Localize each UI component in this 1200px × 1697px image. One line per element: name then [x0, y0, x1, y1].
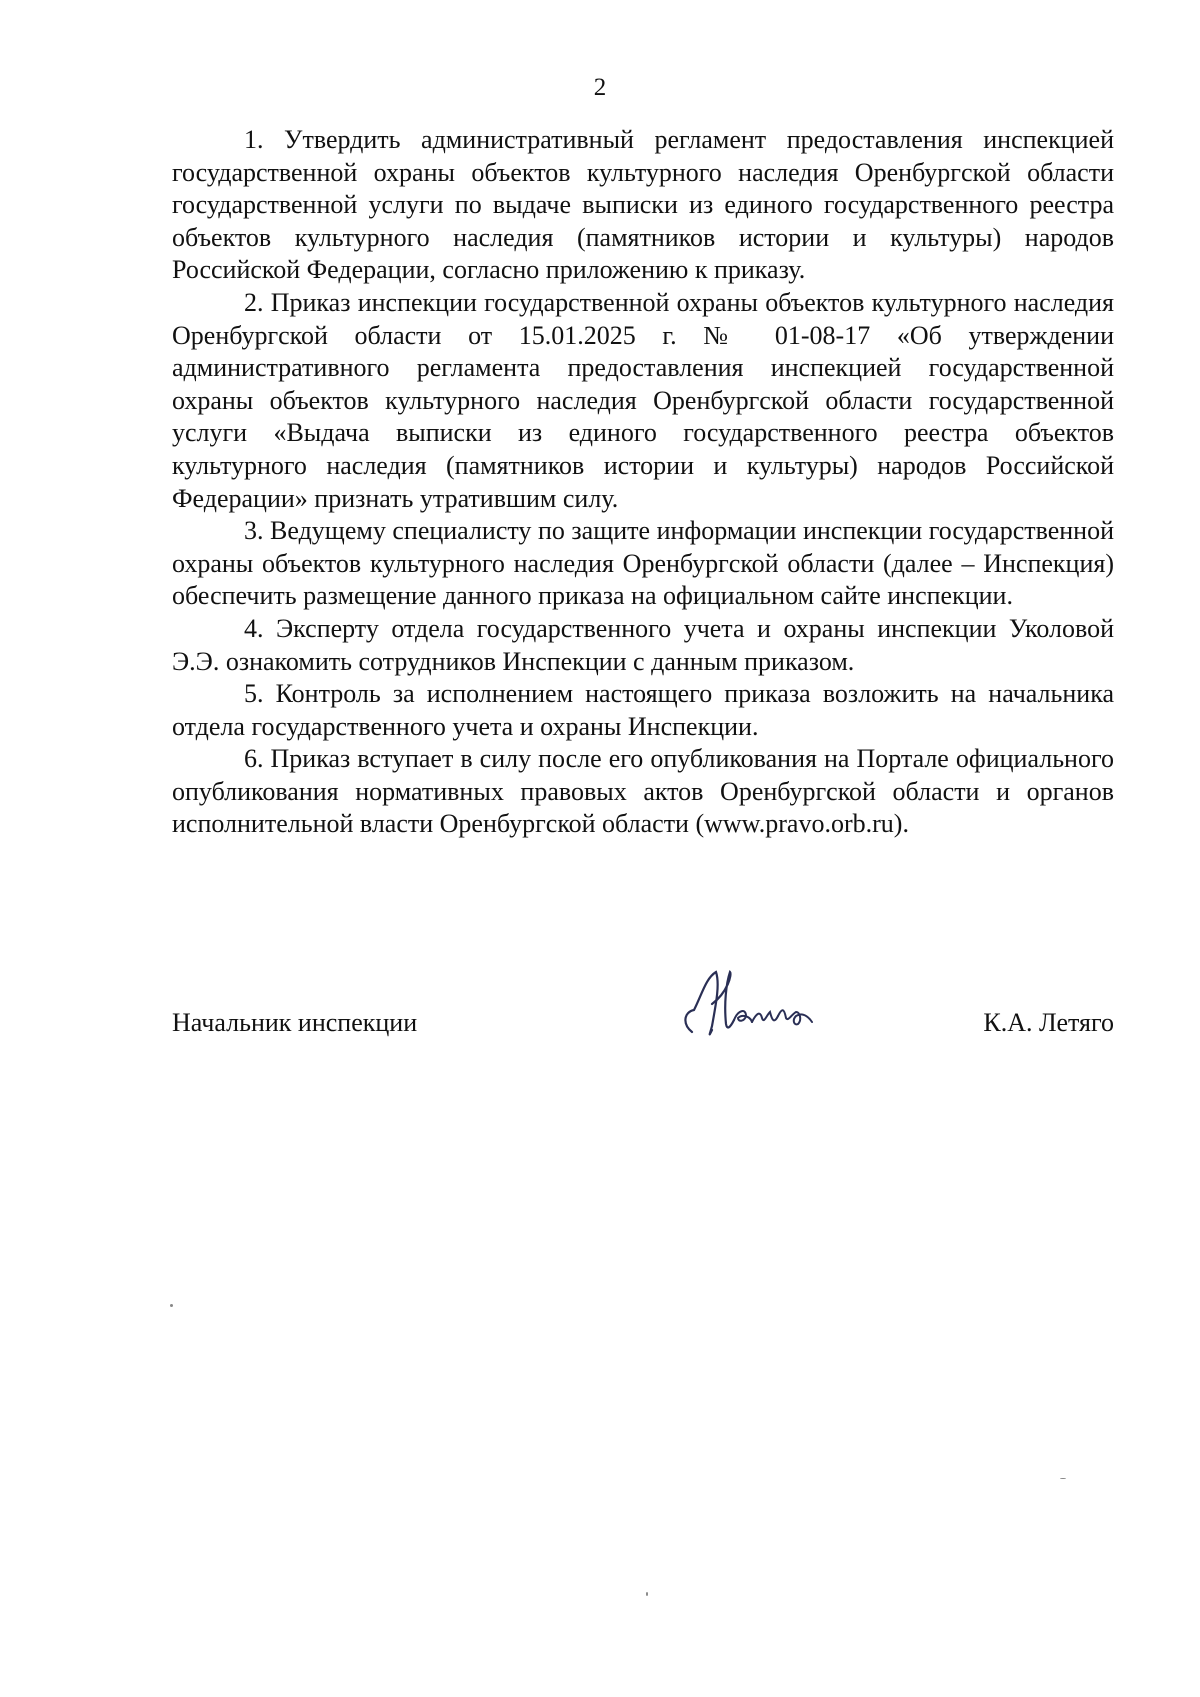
paragraph-item-5: 5. Контроль за исполнением настоящего приказа возложить на начальника отдела государственного учета и охраны Инспекции. [172, 679, 1114, 741]
handwritten-signature-icon [672, 964, 862, 1054]
document-body [172, 124, 1114, 841]
paragraph-item-3: 3. Ведущему специалисту по защите информации инспекции государственной охраны объектов культурного наследия Оренбургской области (далее – Инспекция) обеспечить размещение данного приказа на официальном сайте инспекции. [172, 516, 1114, 611]
paragraph-item-4: 4. Эксперту отдела государственного учета и охраны инспекции Уколовой Э.Э. ознакомить сотрудников Инспекции с данным приказом. [172, 613, 1114, 676]
paragraph-item-2: 2. Приказ инспекции государственной охраны объектов культурного наследия Оренбургской области от 15.01.2025 г. № 01-08-17 «Об утверждении административного регламента предоставления инспекцией государственной охраны объектов культурного наследия Оренбургской области государственной услуги «Выдача выписки из единого государственного реестра объектов культурного наследия (памятников истории и культуры) народов Российской Федерации» признать утратившим силу. [172, 287, 1114, 513]
scan-artifact [170, 1304, 173, 1307]
scan-artifact [646, 1592, 648, 1596]
paragraph-item-1: 1. Утвердить административный регламент предоставления инспекцией государственной охраны объектов культурного наследия Оренбургской области государственной услуги по выдаче выписки из единого государственного реестра объектов культурного наследия (памятников истории и культуры) народов Российской Федерации, согласно приложению к приказу. [172, 125, 1114, 285]
page-number: 2 [593, 74, 607, 101]
signer-position: Начальник инспекции [172, 1008, 418, 1037]
signature-block [172, 1000, 1114, 1060]
signer-name: К.А. Летяго [983, 1008, 1114, 1037]
paragraph-item-6: 6. Приказ вступает в силу после его опубликования на Портале официального опубликования нормативных правовых актов Оренбургской области и органов исполнительной власти Оренбургской области (www.pravo.orb.ru). [172, 744, 1114, 839]
scan-artifact [1060, 1478, 1066, 1479]
